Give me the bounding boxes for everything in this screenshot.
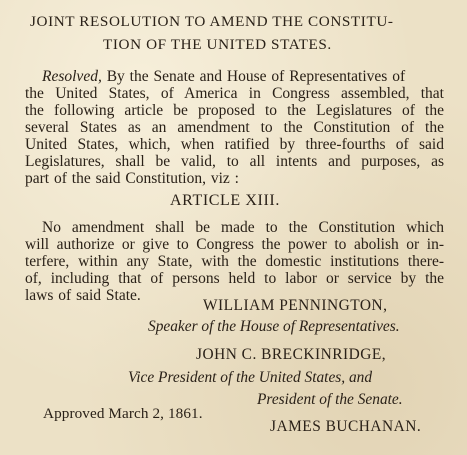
vice-president-title-line-1: Vice President of the United States, and <box>128 369 373 386</box>
article-line-5: laws of said State. <box>25 287 141 304</box>
article-line-3: terfere, within any State, with the domestic institutions there- <box>25 253 444 270</box>
president-name: JAMES BUCHANAN. <box>270 418 422 435</box>
article-line-4: of, including that of persons held to labor or service by the <box>25 270 444 287</box>
vice-president-title-line-2: President of the Senate. <box>257 391 403 408</box>
article-line-2: will authorize or give to Congress the power to abolish or in- <box>25 236 444 253</box>
title-line-1: JOINT RESOLUTION TO AMEND THE CONSTITU- <box>30 13 394 30</box>
title-line-2: TION OF THE UNITED STATES. <box>103 36 332 53</box>
speaker-name: WILLIAM PENNINGTON, <box>203 297 388 314</box>
resolution-line-1-text: By the Senate and House of Representatives of <box>106 68 406 85</box>
resolved-word: Resolved, <box>42 68 102 85</box>
article-heading: ARTICLE XIII. <box>170 192 280 209</box>
resolution-line-4: several States as an amendment to the Constitution of the <box>25 119 444 136</box>
article-line-1: No amendment shall be made to the Constitution which <box>42 219 444 236</box>
resolution-line-5: United States, which, when ratified by three-fourths of said <box>25 136 444 153</box>
resolution-line-6: Legislatures, shall be valid, to all intents and purposes, as <box>25 153 444 170</box>
vice-president-name: JOHN C. BRECKINRIDGE, <box>196 346 387 363</box>
resolution-line-3: the following article be proposed to the Legislatures of the <box>25 102 444 119</box>
approval-date: Approved March 2, 1861. <box>43 405 203 422</box>
resolution-line-1 <box>42 69 405 85</box>
speaker-title: Speaker of the House of Representatives. <box>148 318 400 335</box>
resolution-line-2: the United States, of America in Congress assembled, that <box>25 85 444 102</box>
resolution-line-7: part of the said Constitution, viz : <box>25 170 239 187</box>
